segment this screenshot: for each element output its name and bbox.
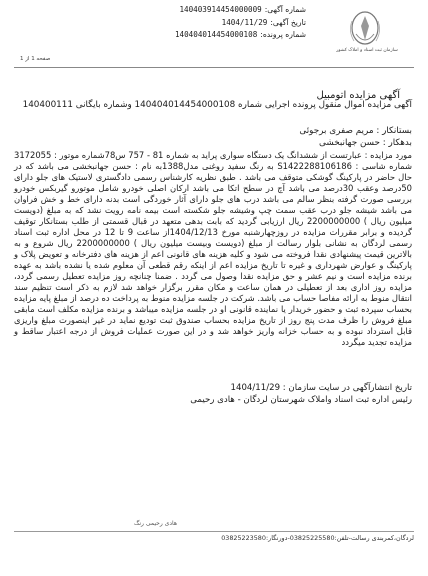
date-value: 1404/11/29 — [221, 17, 268, 27]
footer-address: لردگان،کمربندی رسالت-تلفن:03825225580-دورنگار:03825223580 — [221, 534, 414, 542]
notice-body: مورد مزایده : عبارتست از ششدانگ یک دستگاه سواری پراید به شماره 81 - 757 س78شماره موتور : 3172055 شماره شاسی : S1422288106186 به رنگ سفید روغنی مدل1388به نام : حسن جهانبخشی می باشد که در حال حاضر در پارکینگ گوشکی متوقف می باشد . طبق نظریه کارشناس رسمی دادگستری لاستیک های جلو دارای 50درصد وعقب 30درصد می باشد آچ در سطح اتکا می باشد ارکان اصلی خودرو شامل موتورو گیربکس خودرو بررسی صورت گرفته بنظر سالم می باشد درب های جلو دارای آثار خوردگی است بدنه دارای خط و خش فراوان می باشد شیشه جلو درب عقب سمت چپ وشیشه جلو شکسته است بیمه نامه رویت نشد که به مبلغ (دویست میلیون ریال ) 2200000000 ریال ارزیابی گردید که بابت بدهی متعهد در قبال قسمتی از طلب بستانکار توقیف گردیده و برابر مقررات مزایده در روزچهارشنبه مورخ 1404/12/13از ساعت 9 تا 12 در محل اداره ثبت اسناد رسمی لردگان به نشانی بلوار رسالت از مبلغ (دویست وبیست میلیون ریال ) 2200000000 ریال شروع و به بالاترین قیمت پیشنهادی نقدا فروخته می شود و کلیه هزینه های قانونی اعم از هزینه های دفترخانه و تعویض پلاک و پارکینگ و عوارض شهرداری و غیره تا تاریخ مزایده اعم از اینکه رقم قطعی آن معلوم شده یا نشده باشد به عهده برنده مزایده است و نیم عشر و حق مزایده نقدا وصول می گردد . ضمنا چنانچه روز مزایده تعطیل رسمی گردد، مزایده روز اداری بعد از تعطیلی در همان ساعت و مکان مقرر برگزار خواهد شد لازم به ذکر است تنظیم سند انتقال منوط به ارائه مفاصا حساب می باشد. شرکت در جلسه مزایده منوط به پرداخت ده درصد از مبلغ پایه مزایده بحساب سپرده ثبت و حضور خریدار یا نماینده قانونی او در جلسه مزایده میباشد و برنده مزایده مکلف است مابقی مبلغ فروش را ظرف مدت پنج روز از تاریخ مزایده بحساب صندوق ثبت تودیع نماید در غیر اینصورت مبلغ واریزی قابل استرداد نبوده و به حساب خزانه واریز خواهد شد و در این صورت عملیات فروش از درجه اعتبار ساقط و مزایده تجدید میگردد — [14, 150, 413, 347]
creditor-line: بستانکار : مریم صفری برجوئی — [299, 126, 412, 136]
date-row — [116, 17, 306, 30]
ref-number-value: 140403914454000009 — [179, 5, 262, 14]
date-label: تاریخ آگهی: — [270, 17, 306, 27]
org-caption: سازمان ثبت اسناد و املاک کشور — [336, 48, 398, 53]
reference-box — [116, 4, 306, 42]
publish-date: تاریخ انتشارآگهی در سایت سازمان : 1404/11/29 — [230, 383, 412, 393]
debtor-line: بدهکار : حسن جهانبخشی — [319, 138, 412, 148]
ref-number-label: شماره آگهی: — [264, 5, 306, 14]
signer-line: رئیس اداره ثبت اسناد واملاک شهرستان لردگان - هادی رحیمی — [190, 394, 412, 405]
footer-divider — [14, 531, 414, 532]
file-number-value: 140404014454000108 — [174, 30, 258, 39]
publication-block — [190, 383, 412, 406]
notice-title: آگهی مزایده اتومبیل — [316, 90, 400, 101]
file-number-row — [116, 29, 306, 42]
header-divider — [14, 67, 414, 68]
signature-caption: هادی رحیمی رنگ — [134, 520, 177, 527]
page-number: صفحه 1 از 1 — [20, 56, 51, 62]
notice-intro: آگهی مزایده اموال منقول پرونده اجرایی شماره 140404014454000108 وشماره بایگانی 140400111 — [22, 100, 412, 110]
ref-number-row — [116, 4, 306, 17]
file-number-label: شماره پرونده: — [260, 30, 306, 39]
